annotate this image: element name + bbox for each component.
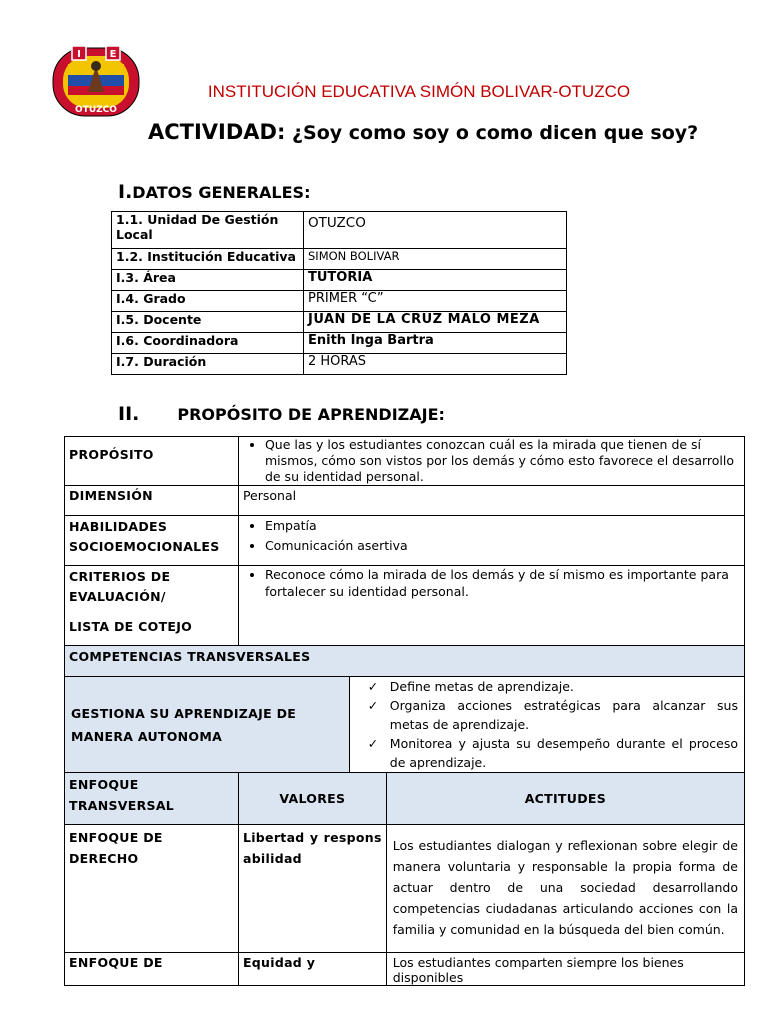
row-label: I.6. Coordinadora (112, 333, 304, 354)
row-value: TUTORIA (304, 270, 567, 291)
purpose-label: PROPÓSITO (65, 437, 239, 486)
table-row (112, 270, 567, 291)
table-row (65, 486, 745, 516)
table-row (65, 646, 745, 677)
row-label: I.3. Área (112, 270, 304, 291)
institution-name: INSTITUCIÓN EDUCATIVA SIMÓN BOLIVAR-OTUZCO (207, 82, 631, 101)
activity-question: ¿Soy como soy o como dicen que soy? (292, 122, 699, 144)
section-heading-2: II. PROPÓSITO DE APRENDIZAJE: (118, 403, 445, 425)
actitudes-header: ACTITUDES (386, 773, 744, 825)
row-value: SIMON BOLIVAR (304, 249, 567, 270)
row-label: 1.2. Institución Educativa (112, 249, 304, 270)
table-row (65, 437, 745, 486)
valor-1: Libertad y responsabilidad (238, 825, 386, 953)
svg-text:E: E (109, 49, 117, 60)
table-row (65, 677, 745, 773)
enfoque-2: ENFOQUE DE (65, 953, 239, 986)
competencias-header: COMPETENCIAS TRANSVERSALES (65, 646, 745, 677)
table-row (112, 249, 567, 270)
table-row (112, 291, 567, 312)
enfoque-1: ENFOQUE DE DERECHO (65, 825, 239, 953)
activity-label: ACTIVIDAD: (148, 120, 286, 144)
list-item: ✓ Define metas de aprendizaje. (368, 677, 738, 696)
row-label: I.4. Grado (112, 291, 304, 312)
row-label: I.5. Docente (112, 312, 304, 333)
dimension-label: DIMENSIÓN (65, 486, 239, 516)
competencia-items (349, 677, 744, 773)
table-row (112, 333, 567, 354)
list-item: • Empatía (265, 516, 740, 536)
table-row (65, 953, 745, 986)
table-row (65, 516, 745, 566)
row-value: PRIMER “C” (304, 291, 567, 312)
list-item: ✓ Organiza acciones estratégicas para alcanzar sus metas de aprendizaje. (368, 696, 738, 734)
row-label: I.7. Duración (112, 354, 304, 375)
habilidades-list (238, 516, 744, 566)
svg-text:I: I (77, 49, 81, 60)
table-row (112, 354, 567, 375)
enfoque-header: ENFOQUE TRANSVERSAL (65, 773, 239, 825)
row-value: Enith Inga Bartra (304, 333, 567, 354)
actitud-2: Los estudiantes comparten siempre los bienes disponibles (386, 953, 744, 986)
valores-header: VALORES (238, 773, 386, 825)
list-item: • Comunicación asertiva (265, 536, 740, 556)
table-row (65, 773, 745, 825)
general-data-table (111, 211, 567, 375)
criterios-label: CRITERIOS DE EVALUACIÓN/ LISTA DE COTEJO (65, 566, 239, 646)
row-value: JUAN DE LA CRUZ MALO MEZA (304, 312, 567, 333)
purpose-table (64, 436, 745, 986)
purpose-text: • Que las y los estudiantes conozcan cuál es la mirada que tienen de sí mismos, cómo son vistos por los demás y cómo esto favorece el desarrollo de su identidad personal. (238, 437, 744, 486)
table-row (112, 212, 567, 249)
table-row (112, 312, 567, 333)
svg-text:OTUZCO: OTUZCO (75, 105, 117, 115)
row-value: OTUZCO (304, 212, 567, 249)
section-heading-1: I.DATOS GENERALES: (118, 181, 311, 203)
valor-2: Equidad y (238, 953, 386, 986)
row-label: 1.1. Unidad De Gestión Local (112, 212, 304, 249)
list-item: ✓ Monitorea y ajusta su desempeño durante el proceso de aprendizaje. (368, 734, 738, 772)
competencia-name: GESTIONA SU APRENDIZAJE DE MANERA AUTONOMA (65, 677, 350, 773)
table-row (65, 566, 745, 646)
activity-title (148, 120, 698, 144)
dimension-value: Personal (238, 486, 744, 516)
actitud-1: Los estudiantes dialogan y reflexionan sobre elegir de manera voluntaria y responsable la propia forma de actuar dentro de una sociedad desarrollando competencias ciudadanas articulando acciones con la familia y comunidad en la búsqueda del bien común. (386, 825, 744, 953)
criterios-text: • Reconoce cómo la mirada de los demás y de sí mismo es importante para fortalecer su identidad personal. (238, 566, 744, 646)
table-row (65, 825, 745, 953)
habilidades-label: HABILIDADES SOCIOEMOCIONALES (65, 516, 239, 566)
row-value: 2 HORAS (304, 354, 567, 375)
